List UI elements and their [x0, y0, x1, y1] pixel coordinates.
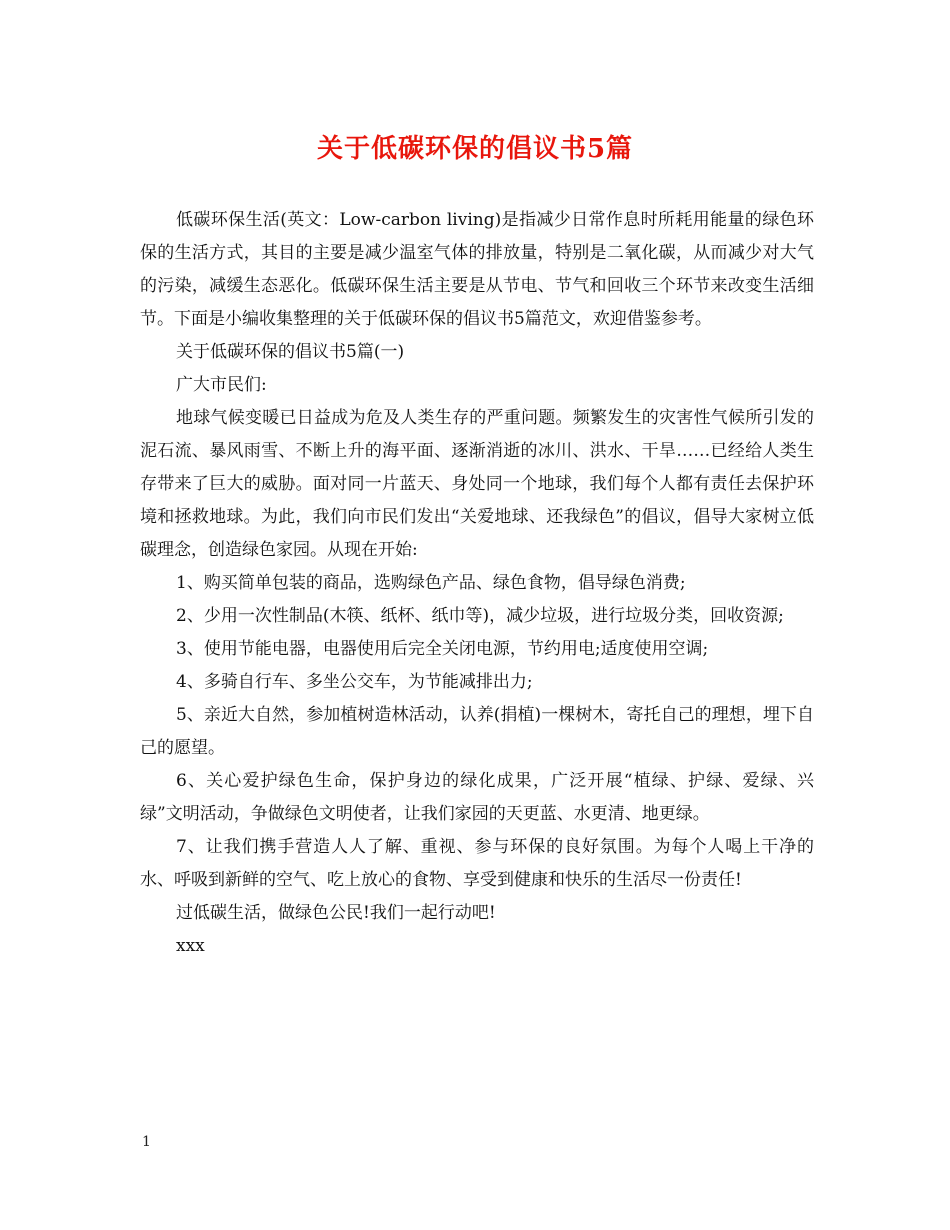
list-item: 4、多骑自行车、多坐公交车，为节能减排出力;	[176, 672, 533, 692]
document-title: 关于低碳环保的倡议书5篇	[316, 134, 634, 164]
list-item: 7、让我们携手营造人人了解、重视、参与环保的良好氛围。为每个人喝上干净的水、呼吸到新鲜的空气、吃上放心的食物、享受到健康和快乐的生活尽一份责任!	[140, 837, 814, 890]
salutation: 广大市民们:	[176, 375, 267, 395]
signature: xxx	[176, 936, 205, 956]
page-number: 1	[142, 1134, 151, 1150]
closing-paragraph: 过低碳生活，做绿色公民!我们一起行动吧!	[176, 903, 496, 923]
list-item: 6、关心爱护绿色生命，保护身边的绿化成果，广泛开展“植绿、护绿、爱绿、兴绿”文明活动，争做绿色文明使者，让我们家园的天更蓝、水更清、地更绿。	[140, 771, 814, 824]
section-heading: 关于低碳环保的倡议书5篇(一)	[176, 342, 405, 362]
list-item: 2、少用一次性制品(木筷、纸杯、纸巾等)，减少垃圾，进行垃圾分类，回收资源;	[176, 606, 784, 626]
list-item: 1、购买简单包装的商品，选购绿色产品、绿色食物，倡导绿色消费;	[176, 573, 686, 593]
list-item: 5、亲近大自然，参加植树造林活动，认养(捐植)一棵树木，寄托自己的理想，埋下自己的愿望。	[140, 705, 814, 758]
list-item: 3、使用节能电器，电器使用后完全关闭电源，节约用电;适度使用空调;	[176, 639, 709, 659]
body-paragraph: 地球气候变暖已日益成为危及人类生存的严重问题。频繁发生的灾害性气候所引发的泥石流、暴风雨雪、不断上升的海平面、逐渐消逝的冰川、洪水、干旱……已经给人类生存带来了巨大的威胁。面对同一片蓝天、身处同一个地球，我们每个人都有责任去保护环境和拯救地球。为此，我们向市民们发出“关爱地球、还我绿色”的倡议，倡导大家树立低碳理念，创造绿色家园。从现在开始:	[140, 408, 814, 560]
intro-paragraph: 低碳环保生活(英文：Low-carbon living)是指减少日常作息时所耗用能量的绿色环保的生活方式，其目的主要是减少温室气体的排放量，特别是二氧化碳，从而减少对大气的污染，减缓生态恶化。低碳环保生活主要是从节电、节气和回收三个环节来改变生活细节。下面是小编收集整理的关于低碳环保的倡议书5篇范文，欢迎借鉴参考。	[140, 210, 814, 329]
document-body	[140, 204, 814, 963]
